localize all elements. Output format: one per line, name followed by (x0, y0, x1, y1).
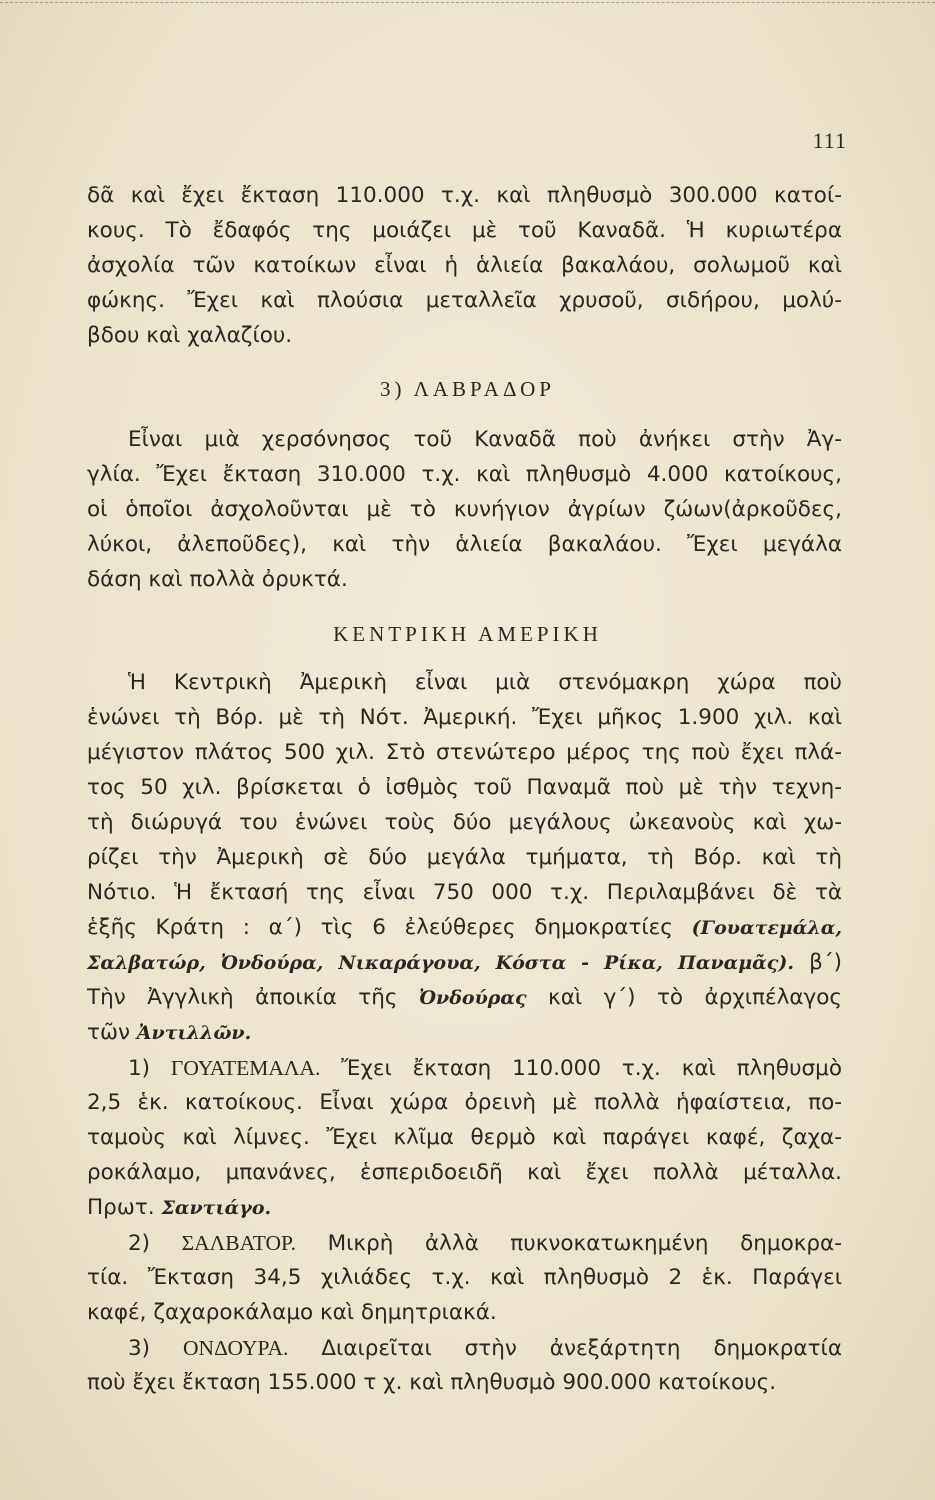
text-line: δᾶ καὶ ἔχει ἔκταση 110.000 τ.χ. καὶ πληθυσμὸ 300.000 κατοί- (87, 183, 842, 208)
entry-number: 1) (128, 1056, 171, 1081)
text-line: καφέ, ζαχαροκάλαμο καὶ δημητριακά. (87, 1300, 497, 1325)
section-heading-labrador: 3) ΛΑΒΡΑΔΟΡ (380, 377, 555, 401)
entry-guatemala (128, 1054, 842, 1083)
country-name: ΣΑΛΒΑΤΟΡ. (181, 1231, 297, 1255)
entry-number: 3) (128, 1336, 184, 1361)
text-run: καὶ γ΄) τὸ ἀρχιπέλαγος (526, 985, 842, 1010)
bold-italic-run: Ὀνδούρας (418, 987, 527, 1009)
capital-name: Σαντιάγο. (161, 1197, 272, 1219)
text-line: δάση καὶ πολλὰ ὀρυκτά. (87, 567, 348, 592)
text-run: β΄) (793, 950, 842, 975)
text-run: ἑξῆς Κράτη : α΄) τὶς 6 ἐλεύθερες δημοκρατίες (87, 915, 692, 940)
text-line: ποὺ ἔχει ἔκταση 155.000 τ χ. καὶ πληθυσμὸ 900.000 κατοίκους. (87, 1370, 777, 1395)
page-number: 111 (812, 128, 847, 153)
text-run: Πρωτ. (87, 1195, 162, 1220)
text-line: Νότιο. Ἡ ἔκτασή της εἶναι 750 000 τ.χ. Περιλαμβάνει δὲ τὰ (87, 880, 842, 905)
entry-number: 2) (128, 1231, 182, 1256)
text-line: ἀσχολία τῶν κατοίκων εἶναι ἡ ἁλιεία βακαλάου, σολωμοῦ καὶ (87, 253, 842, 278)
text-line: τος 50 χιλ. βρίσκεται ὁ ἰσθμὸς τοῦ Παναμᾶ ποὺ μὲ τὴν τεχνη- (87, 775, 842, 800)
section-heading-central-america: ΚΕΝΤΡΙΚΗ ΑΜΕΡΙΚΗ (333, 622, 602, 646)
text-line: τὴ διώρυγά του ἑνώνει τοὺς δύο μεγάλους ὠκεανοὺς καὶ χω- (87, 810, 842, 835)
text-line: Εἶναι μιὰ χερσόνησος τοῦ Καναδᾶ ποὺ ἀνήκει στὴν Ἀγ- (128, 427, 842, 452)
country-name: ΟΝΔΟΥΡΑ. (183, 1336, 289, 1360)
text-line: μέγιστον πλάτος 500 χιλ. Στὸ στενώτερο μέρος της ποὺ ἔχει πλά- (87, 740, 842, 765)
country-name: ΓΟΥΑΤΕΜΑΛΑ. (170, 1056, 321, 1080)
text-line: ἑνώνει τὴ Βόρ. μὲ τὴ Νότ. Ἀμερική. Ἔχει μῆκος 1.900 χιλ. καὶ (87, 705, 842, 730)
text-line: ροκάλαμο, μπανάνες, ἑσπεριδοειδῆ καὶ ἔχει πολλὰ μέταλλα. (87, 1160, 842, 1185)
text-run: Τὴν Ἀγγλικὴ ἀποικία τῆς (87, 985, 419, 1010)
text-line: φώκης. Ἔχει καὶ πλούσια μεταλλεῖα χρυσοῦ, σιδήρου, μολύ- (87, 288, 842, 313)
text-line: βδου καὶ χαλαζίου. (87, 323, 293, 348)
text-run: Μικρὴ ἀλλὰ πυκνοκατωκημένη δημοκρα- (296, 1231, 842, 1256)
bold-italic-run: (Γουατεμάλα, (691, 917, 842, 939)
text-line: κους. Τὸ ἔδαφός της μοιάζει μὲ τοῦ Καναδᾶ. Ἡ κυριωτέρα (87, 218, 842, 243)
text-line (87, 949, 842, 977)
text-line (87, 1019, 842, 1047)
bold-italic-run: Ἀντιλλῶν. (136, 1022, 252, 1044)
text-line: ταμοὺς καὶ λίμνες. Ἔχει κλῖμα θερμὸ καὶ παράγει καφέ, ζαχα- (87, 1125, 842, 1150)
text-run: Ἔχει ἔκταση 110.000 τ.χ. καὶ πληθυσμὸ (320, 1056, 842, 1081)
text-line (87, 1194, 842, 1222)
text-line (87, 984, 842, 1012)
text-line: γλία. Ἔχει ἔκταση 310.000 τ.χ. καὶ πληθυσμὸ 4.000 κατοίκους, (87, 462, 842, 487)
text-line: 2,5 ἑκ. κατοίκους. Εἶναι χώρα ὀρεινὴ μὲ πολλὰ ἡφαίστεια, πο- (87, 1090, 842, 1115)
top-edge-rule (0, 2, 935, 3)
text-line: Ἡ Κεντρικὴ Ἀμερικὴ εἶναι μιὰ στενόμακρη χώρα ποὺ (128, 670, 842, 695)
text-line (87, 914, 842, 942)
entry-honduras (128, 1334, 842, 1363)
text-line: οἱ ὁποῖοι ἀσχολοῦνται μὲ τὸ κυνήγιον ἀγρίων ζώων(ἀρκοῦδες, (87, 497, 842, 522)
text-run: τῶν (87, 1020, 137, 1045)
bold-italic-run: Σαλβατώρ, Ὀνδούρα, Νικαράγουα, Κόστα - Ρίκα, Παναμᾶς). (87, 952, 794, 974)
text-line: λύκοι, ἀλεποῦδες), καὶ τὴν ἁλιεία βακαλάου. Ἔχει μεγάλα (87, 532, 842, 557)
text-line: τία. Ἔκταση 34,5 χιλιάδες τ.χ. καὶ πληθυσμὸ 2 ἑκ. Παράγει (87, 1265, 842, 1290)
text-run: Διαιρεῖται στὴν ἀνεξάρτητη δημοκρατία (288, 1336, 842, 1361)
text-line: ρίζει τὴν Ἀμερικὴ σὲ δύο μεγάλα τμήματα, τὴ Βόρ. καὶ τὴ (87, 845, 842, 870)
entry-salvador (128, 1229, 842, 1258)
